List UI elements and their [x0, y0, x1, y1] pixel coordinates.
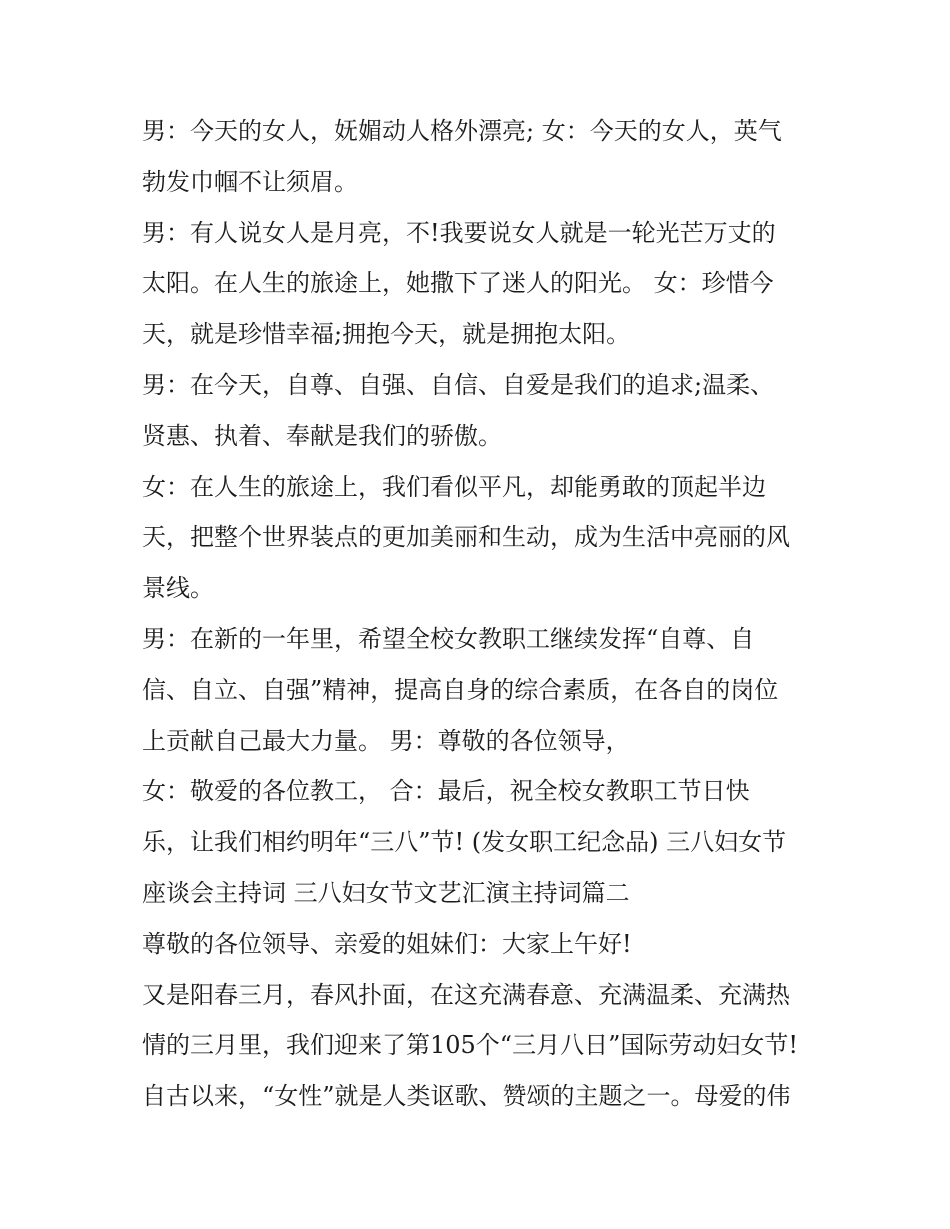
text-line-9: 天，把整个世界装点的更加美丽和生动，成为生活中亮丽的风 [142, 523, 790, 552]
text-line-6: 男：在今天，自尊、自强、自信、自爱是我们的追求;温柔、 [142, 370, 775, 399]
text-line-12: 信、自立、自强”精神，提高自身的综合素质，在各自的岗位 [142, 675, 779, 704]
text-line-10: 景线。 [142, 574, 214, 603]
text-line-1: 男：今天的女人，妩媚动人格外漂亮; 女：今天的女人，英气 [142, 117, 782, 145]
body-text [142, 106, 822, 1122]
text-line-11: 男：在新的一年里，希望全校女教职工继续发挥“自尊、自 [142, 624, 755, 653]
text-line-15: 乐，让我们相约明年“三八”节! (发女职工纪念品) 三八妇女节 [142, 828, 787, 857]
text-line-4: 太阳。在人生的旅途上，她撒下了迷人的阳光。 女：珍惜今 [142, 269, 774, 298]
text-line-2: 勃发巾帼不让须眉。 [142, 167, 358, 196]
text-line-3: 男：有人说女人是月亮，不!我要说女人就是一轮光芒万丈的 [142, 218, 776, 247]
text-line-18: 又是阳春三月，春风扑面，在这充满春意、充满温柔、充满热 [142, 980, 790, 1009]
text-line-5: 天，就是珍惜幸福;拥抱今天，就是拥抱太阳。 [142, 320, 631, 349]
text-line-19: 情的三月里，我们迎来了第105个“三月八日”国际劳动妇女节! [142, 1031, 798, 1060]
text-line-17: 尊敬的各位领导、亲爱的姐妹们：大家上午好! [142, 929, 632, 958]
text-line-16: 座谈会主持词 三八妇女节文艺汇演主持词篇二 [142, 878, 630, 907]
text-line-7: 贤惠、执着、奉献是我们的骄傲。 [142, 421, 502, 450]
text-line-14: 女：敬爱的各位教工， 合：最后，祝全校女教职工节日快 [142, 777, 750, 806]
text-line-13: 上贡献自己最大力量。 男：尊敬的各位领导， [142, 726, 630, 755]
text-line-20: 自古以来，“女性”就是人类讴歌、赞颂的主题之一。母爱的伟 [142, 1082, 791, 1111]
text-line-8: 女：在人生的旅途上，我们看似平凡，却能勇敢的顶起半边 [142, 472, 766, 501]
